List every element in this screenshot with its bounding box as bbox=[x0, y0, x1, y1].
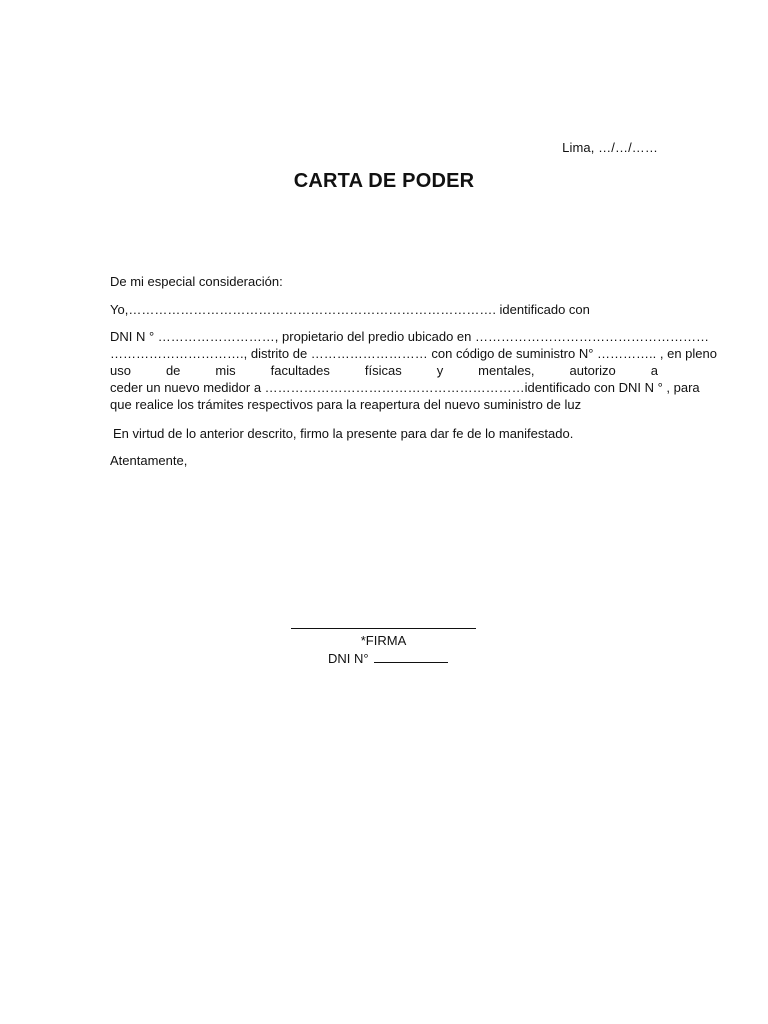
paragraph-word: facultades bbox=[270, 363, 330, 378]
paragraph-word: físicas bbox=[364, 363, 402, 378]
paragraph-word: y bbox=[436, 363, 444, 378]
paragraph-word: autorizo bbox=[569, 363, 616, 378]
date-line: Lima, …/…/…… bbox=[562, 140, 658, 155]
document-title: CARTA DE PODER bbox=[293, 170, 475, 192]
paragraph-word: de bbox=[165, 363, 181, 378]
paragraph-line-1: DNI N ° ………………………, propietario del predio ubicado en ……………………………………………… bbox=[110, 329, 710, 344]
signature-dni-label: DNI N° bbox=[328, 651, 369, 666]
signature-line bbox=[291, 628, 476, 629]
paragraph-word: a bbox=[650, 363, 658, 378]
signature-dni-row bbox=[328, 650, 448, 667]
salutation: De mi especial consideración: bbox=[110, 274, 283, 289]
paragraph-line-3 bbox=[110, 362, 658, 379]
authorization-paragraph bbox=[110, 328, 717, 413]
signature-dni-blank bbox=[374, 650, 448, 663]
yo-line: Yo,…………………………………………………………………………. identificado con bbox=[110, 302, 590, 317]
signature-label: *FIRMA bbox=[360, 633, 407, 648]
closing-statement: En virtud de lo anterior descrito, firmo la presente para dar fe de lo manifestado. bbox=[113, 426, 574, 441]
paragraph-word: uso bbox=[110, 363, 131, 378]
signature-block bbox=[291, 628, 476, 649]
paragraph-line-5: que realice los trámites respectivos para la reapertura del nuevo suministro de luz bbox=[110, 397, 582, 412]
paragraph-line-2: …………………………., distrito de ……………………… con código de suministro N° ………….. , en pleno bbox=[110, 346, 717, 361]
regards: Atentamente, bbox=[110, 453, 188, 468]
paragraph-line-4: ceder un nuevo medidor a ……………………………………………………identificado con DNI N ° , para bbox=[110, 380, 700, 395]
paragraph-word: mis bbox=[215, 363, 236, 378]
paragraph-word: mentales, bbox=[478, 363, 535, 378]
